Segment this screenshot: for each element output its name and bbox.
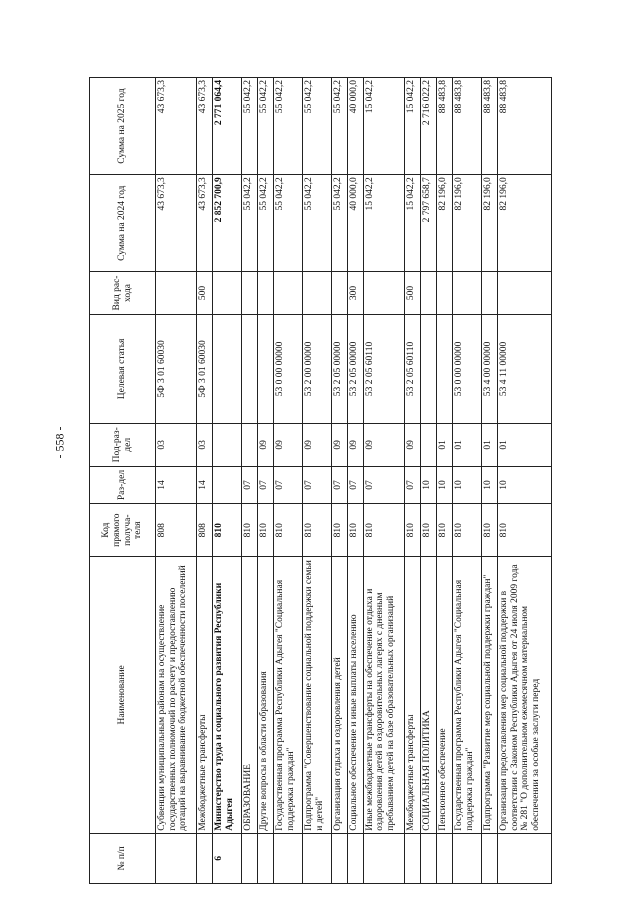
cell-sum2024: 40 000,0 bbox=[347, 174, 363, 271]
cell-podrazdel: 09 bbox=[404, 423, 420, 465]
cell-razdel: 14 bbox=[196, 466, 212, 504]
cell-tselevaya: 53 2 05 00000 bbox=[331, 314, 347, 423]
cell-razdel bbox=[212, 466, 241, 504]
cell-sum2025: 43 673,3 bbox=[155, 77, 196, 174]
cell-sum2024: 82 196,0 bbox=[481, 174, 497, 271]
cell-name: Другие вопросы в области образования bbox=[257, 556, 273, 833]
cell-code: 810 bbox=[273, 503, 302, 555]
cell-name: Межбюджетные трансферты bbox=[196, 556, 212, 833]
cell-sum2025: 55 042,2 bbox=[241, 77, 257, 174]
cell-vid bbox=[155, 271, 196, 313]
cell-tselevaya bbox=[257, 314, 273, 423]
cell-num bbox=[331, 833, 347, 883]
cell-code: 810 bbox=[212, 503, 241, 555]
header-sum2025: Сумма на 2025 год bbox=[89, 77, 155, 174]
page-number: - 558 - bbox=[52, 426, 67, 459]
cell-podrazdel bbox=[420, 423, 436, 465]
cell-num bbox=[452, 833, 481, 883]
cell-podrazdel: 03 bbox=[196, 423, 212, 465]
cell-num bbox=[302, 833, 331, 883]
header-razdel: Раз-дел bbox=[89, 466, 155, 504]
cell-sum2025: 43 673,3 bbox=[196, 77, 212, 174]
cell-sum2025: 15 042,2 bbox=[363, 77, 404, 174]
cell-sum2024: 82 196,0 bbox=[452, 174, 481, 271]
cell-podrazdel: 01 bbox=[436, 423, 452, 465]
cell-razdel: 07 bbox=[241, 466, 257, 504]
cell-num bbox=[155, 833, 196, 883]
header-code: Код прямого получа-теля bbox=[89, 503, 155, 555]
cell-razdel: 07 bbox=[347, 466, 363, 504]
cell-tselevaya: 53 2 05 60110 bbox=[363, 314, 404, 423]
cell-tselevaya: 53 0 00 00000 bbox=[452, 314, 481, 423]
cell-tselevaya: 53 0 00 00000 bbox=[273, 314, 302, 423]
cell-code: 810 bbox=[452, 503, 481, 555]
cell-vid: 300 bbox=[347, 271, 363, 313]
cell-podrazdel: 09 bbox=[273, 423, 302, 465]
header-sum2024: Сумма на 2024 год bbox=[89, 174, 155, 271]
table-row bbox=[155, 77, 196, 883]
cell-code: 810 bbox=[331, 503, 347, 555]
cell-num bbox=[436, 833, 452, 883]
cell-vid bbox=[302, 271, 331, 313]
table-body bbox=[155, 77, 551, 883]
cell-razdel: 07 bbox=[257, 466, 273, 504]
table-header-row bbox=[89, 77, 155, 883]
cell-razdel: 10 bbox=[436, 466, 452, 504]
cell-vid bbox=[273, 271, 302, 313]
cell-tselevaya: 5Ф 3 01 60030 bbox=[196, 314, 212, 423]
table-row bbox=[331, 77, 347, 883]
cell-podrazdel: 09 bbox=[347, 423, 363, 465]
cell-name: Иные межбюджетные трансферты на обеспечение отдыха и оздоровления детей в оздоровительных лагерях с дневным пребыванием детей на базе образовательных организаций bbox=[363, 556, 404, 833]
table-row bbox=[420, 77, 436, 883]
cell-podrazdel: 01 bbox=[452, 423, 481, 465]
cell-tselevaya: 53 2 05 60110 bbox=[404, 314, 420, 423]
cell-name: Организация предоставления мер социальной поддержки в соответствии с Законом Республики Адыгея от 24 июля 2009 года № 281 "О дополнительном ежемесячном материальном обеспечении за особые заслуги перед bbox=[497, 556, 551, 833]
cell-vid bbox=[212, 271, 241, 313]
cell-vid bbox=[452, 271, 481, 313]
cell-tselevaya: 53 2 00 00000 bbox=[302, 314, 331, 423]
cell-name: Государственная программа Республики Адыгея "Социальная поддержка граждан" bbox=[452, 556, 481, 833]
cell-num bbox=[481, 833, 497, 883]
cell-num bbox=[347, 833, 363, 883]
table-row bbox=[404, 77, 420, 883]
cell-sum2024: 55 042,2 bbox=[273, 174, 302, 271]
cell-num bbox=[257, 833, 273, 883]
cell-podrazdel: 09 bbox=[302, 423, 331, 465]
cell-name: СОЦИАЛЬНАЯ ПОЛИТИКА bbox=[420, 556, 436, 833]
cell-razdel: 07 bbox=[331, 466, 347, 504]
cell-podrazdel: 09 bbox=[331, 423, 347, 465]
cell-name: Министерство труда и социального развития Республики Адыгея bbox=[212, 556, 241, 833]
table-row bbox=[481, 77, 497, 883]
cell-sum2025: 88 483,8 bbox=[481, 77, 497, 174]
cell-sum2025: 15 042,2 bbox=[404, 77, 420, 174]
cell-tselevaya: 53 2 05 00000 bbox=[347, 314, 363, 423]
cell-tselevaya: 53 4 00 00000 bbox=[481, 314, 497, 423]
cell-name: Пенсионное обеспечение bbox=[436, 556, 452, 833]
cell-sum2024: 55 042,2 bbox=[257, 174, 273, 271]
cell-code: 810 bbox=[347, 503, 363, 555]
cell-sum2024: 15 042,2 bbox=[404, 174, 420, 271]
cell-code: 810 bbox=[404, 503, 420, 555]
cell-name: Социальное обеспечение и иные выплаты населению bbox=[347, 556, 363, 833]
budget-table bbox=[89, 77, 552, 884]
cell-num bbox=[404, 833, 420, 883]
cell-sum2024: 55 042,2 bbox=[302, 174, 331, 271]
header-name: Наименование bbox=[89, 556, 155, 833]
header-tselevaya: Целевая статья bbox=[89, 314, 155, 423]
table-row bbox=[347, 77, 363, 883]
cell-name: ОБРАЗОВАНИЕ bbox=[241, 556, 257, 833]
cell-sum2024: 15 042,2 bbox=[363, 174, 404, 271]
cell-vid bbox=[436, 271, 452, 313]
cell-sum2024: 43 673,3 bbox=[196, 174, 212, 271]
cell-num bbox=[273, 833, 302, 883]
cell-num bbox=[363, 833, 404, 883]
cell-code: 810 bbox=[481, 503, 497, 555]
cell-code: 810 bbox=[436, 503, 452, 555]
cell-code: 808 bbox=[155, 503, 196, 555]
cell-sum2024: 82 196,0 bbox=[497, 174, 551, 271]
cell-tselevaya bbox=[241, 314, 257, 423]
cell-code: 808 bbox=[196, 503, 212, 555]
cell-sum2025: 2 716 022,2 bbox=[420, 77, 436, 174]
cell-razdel: 07 bbox=[404, 466, 420, 504]
cell-name: Государственная программа Республики Адыгея "Социальная поддержка граждан" bbox=[273, 556, 302, 833]
table-row bbox=[196, 77, 212, 883]
cell-tselevaya bbox=[420, 314, 436, 423]
cell-code: 810 bbox=[302, 503, 331, 555]
cell-sum2025: 55 042,2 bbox=[302, 77, 331, 174]
table-row bbox=[241, 77, 257, 883]
cell-code: 810 bbox=[257, 503, 273, 555]
cell-sum2025: 55 042,2 bbox=[331, 77, 347, 174]
table-row bbox=[497, 77, 551, 883]
header-vid: Вид рас-хода bbox=[89, 271, 155, 313]
cell-razdel: 10 bbox=[497, 466, 551, 504]
cell-razdel: 07 bbox=[363, 466, 404, 504]
cell-podrazdel bbox=[212, 423, 241, 465]
table-row bbox=[212, 77, 241, 883]
cell-sum2025: 88 483,8 bbox=[436, 77, 452, 174]
cell-podrazdel: 03 bbox=[155, 423, 196, 465]
cell-vid bbox=[420, 271, 436, 313]
cell-name: Субвенции муниципальным районам на осуществление государственных полномочий по расчету и предоставлению дотаций на выравнивание бюджетной обеспеченности поселений bbox=[155, 556, 196, 833]
cell-podrazdel bbox=[241, 423, 257, 465]
cell-sum2025: 55 042,2 bbox=[273, 77, 302, 174]
cell-vid bbox=[257, 271, 273, 313]
cell-code: 810 bbox=[497, 503, 551, 555]
header-podrazdel: Под-раз-дел bbox=[89, 423, 155, 465]
cell-sum2024: 55 042,2 bbox=[331, 174, 347, 271]
cell-name: Межбюджетные трансферты bbox=[404, 556, 420, 833]
table-row bbox=[302, 77, 331, 883]
cell-vid: 500 bbox=[404, 271, 420, 313]
cell-num bbox=[196, 833, 212, 883]
budget-table-wrapper bbox=[89, 77, 552, 884]
table-row bbox=[436, 77, 452, 883]
cell-sum2025: 40 000,0 bbox=[347, 77, 363, 174]
cell-vid bbox=[331, 271, 347, 313]
header-num: № п/п bbox=[89, 833, 155, 883]
cell-razdel: 10 bbox=[420, 466, 436, 504]
cell-razdel: 10 bbox=[481, 466, 497, 504]
cell-sum2025: 55 042,2 bbox=[257, 77, 273, 174]
table-row bbox=[452, 77, 481, 883]
cell-num: 6 bbox=[212, 833, 241, 883]
cell-podrazdel: 01 bbox=[497, 423, 551, 465]
cell-tselevaya bbox=[436, 314, 452, 423]
cell-sum2025: 88 483,8 bbox=[452, 77, 481, 174]
cell-name: Подпрограмма "Совершенствование социальной поддержки семьи и детей" bbox=[302, 556, 331, 833]
table-row bbox=[273, 77, 302, 883]
cell-podrazdel: 09 bbox=[363, 423, 404, 465]
cell-code: 810 bbox=[420, 503, 436, 555]
cell-sum2024: 2 797 658,7 bbox=[420, 174, 436, 271]
cell-razdel: 07 bbox=[302, 466, 331, 504]
cell-vid bbox=[481, 271, 497, 313]
cell-podrazdel: 09 bbox=[257, 423, 273, 465]
cell-code: 810 bbox=[241, 503, 257, 555]
cell-sum2025: 2 771 064,4 bbox=[212, 77, 241, 174]
cell-razdel: 14 bbox=[155, 466, 196, 504]
table-row bbox=[257, 77, 273, 883]
cell-razdel: 10 bbox=[452, 466, 481, 504]
cell-vid: 500 bbox=[196, 271, 212, 313]
cell-sum2024: 2 852 700,9 bbox=[212, 174, 241, 271]
cell-num bbox=[497, 833, 551, 883]
cell-razdel: 07 bbox=[273, 466, 302, 504]
cell-num bbox=[420, 833, 436, 883]
cell-sum2024: 43 673,3 bbox=[155, 174, 196, 271]
cell-sum2024: 55 042,2 bbox=[241, 174, 257, 271]
cell-name: Организация отдыха и оздоровления детей bbox=[331, 556, 347, 833]
cell-code: 810 bbox=[363, 503, 404, 555]
cell-name: Подпрограмма "Развитие мер социальной поддержки граждан" bbox=[481, 556, 497, 833]
cell-vid bbox=[363, 271, 404, 313]
cell-tselevaya: 53 4 11 00000 bbox=[497, 314, 551, 423]
cell-num bbox=[241, 833, 257, 883]
cell-sum2025: 88 483,8 bbox=[497, 77, 551, 174]
cell-tselevaya bbox=[212, 314, 241, 423]
table-row bbox=[363, 77, 404, 883]
cell-tselevaya: 5Ф 3 01 60030 bbox=[155, 314, 196, 423]
cell-vid bbox=[241, 271, 257, 313]
cell-vid bbox=[497, 271, 551, 313]
cell-podrazdel: 01 bbox=[481, 423, 497, 465]
cell-sum2024: 82 196,0 bbox=[436, 174, 452, 271]
